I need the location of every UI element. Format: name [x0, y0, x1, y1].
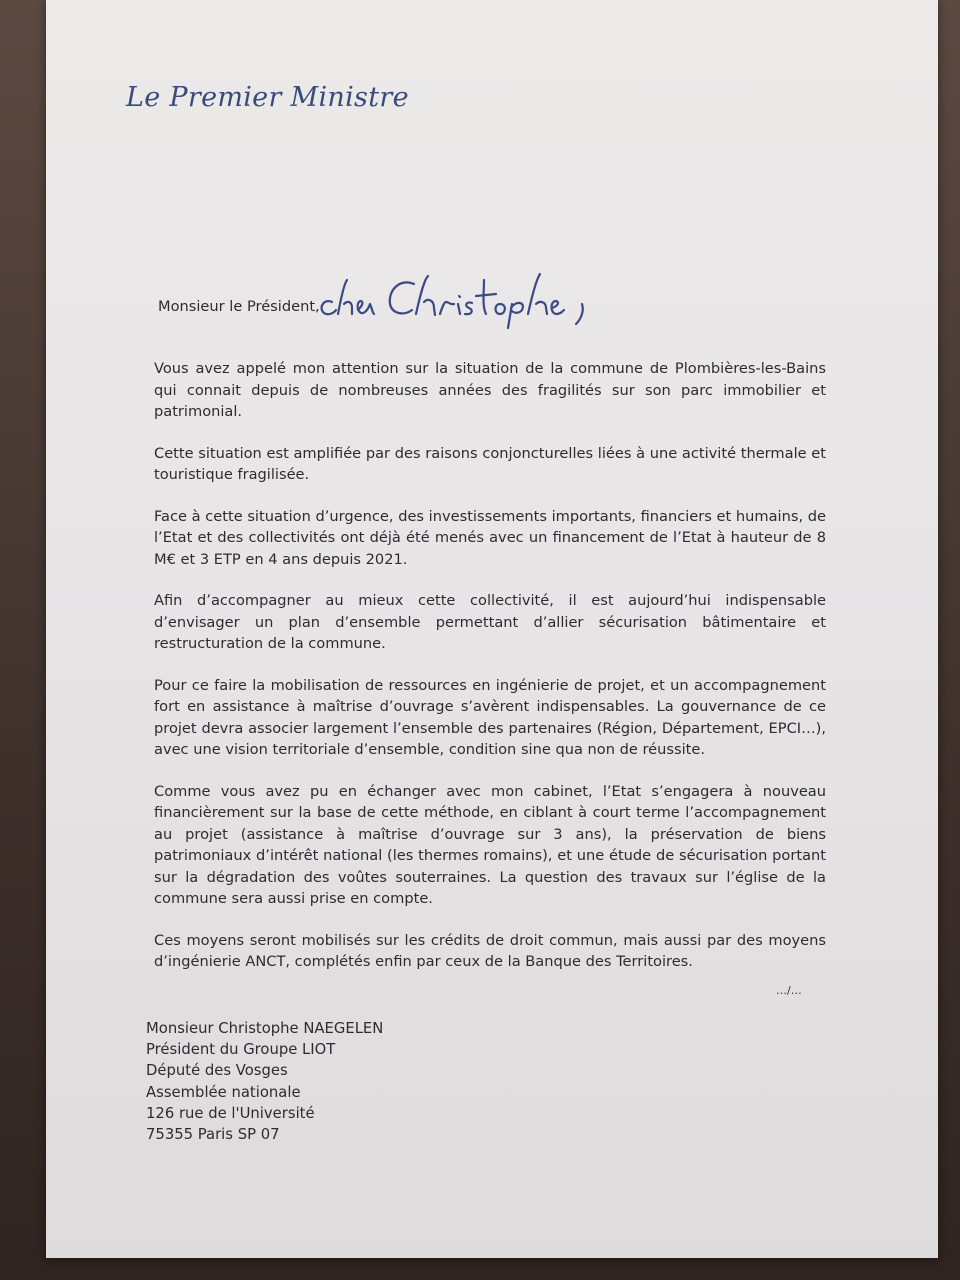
paragraph-5: Pour ce faire la mobilisation de ressources en ingénierie de projet, et un accompagnement fort en assistance à maîtrise d’ouvrage s’avèrent indispensables. La gouvernance de ce projet devra associer largement l’ensemble des partenaires (Région, Département, EPCI…), avec une vision territoriale d’ensemble, condition sine qua non de réussite.: [154, 676, 826, 758]
handwritten-greeting: [314, 258, 614, 330]
paragraph-7: Ces moyens seront mobilisés sur les crédits de droit commun, mais aussi par des moyens d’ingénierie ANCT, complétés enfin par ceux de la Banque des Territoires.: [154, 931, 826, 970]
letter-page: [46, 0, 938, 1258]
continuation-mark: …/…: [776, 984, 802, 997]
address-line: Député des Vosges: [146, 1062, 288, 1080]
paragraph-1: Vous avez appelé mon attention sur la situation de la commune de Plombières-les-Bains qui connait depuis de nombreuses années des fragilités sur son parc immobilier et patrimonial.: [154, 360, 826, 420]
paragraph-3: Face à cette situation d’urgence, des investissements importants, financiers et humains, de l’Etat et des collectivités ont déjà été menés avec un financement de l’Etat à hauteur de 8 M€ et 3 ETP en 4 ans depuis 2021.: [154, 507, 826, 568]
letterhead: Le Premier Ministre: [126, 82, 409, 113]
address-line: Assemblée nationale: [146, 1083, 301, 1101]
salutation: Monsieur le Président,: [158, 298, 320, 315]
address-line: 75355 Paris SP 07: [146, 1126, 280, 1144]
paragraph-4: Afin d’accompagner au mieux cette collectivité, il est aujourd’hui indispensable d’envisager un plan d’ensemble permettant d’allier sécurisation bâtimentaire et restructuration de la commune.: [154, 592, 826, 652]
paragraph-6: Comme vous avez pu en échanger avec mon cabinet, l’Etat s’engagera à nouveau financièrement sur la base de cette méthode, en ciblant à court terme l’accompagnement au projet (assistance à maîtrise d’ouvrage sur 3 ans), la préservation de biens patrimoniaux d’intérêt national (les thermes romains), et une étude de sécurisation portant sur la dégradation des voûtes souterraines. La question des travaux sur l’église de la commune sera aussi prise en compte.: [154, 782, 826, 907]
paragraph-2: Cette situation est amplifiée par des raisons conjoncturelles liées à une activité thermale et touristique fragilisée.: [154, 444, 826, 483]
recipient-address: [146, 1018, 383, 1145]
address-line: Président du Groupe LIOT: [146, 1041, 336, 1059]
address-line: 126 rue de l'Université: [146, 1104, 315, 1122]
letter-body: [154, 358, 826, 993]
address-line: Monsieur Christophe NAEGELEN: [146, 1020, 384, 1037]
